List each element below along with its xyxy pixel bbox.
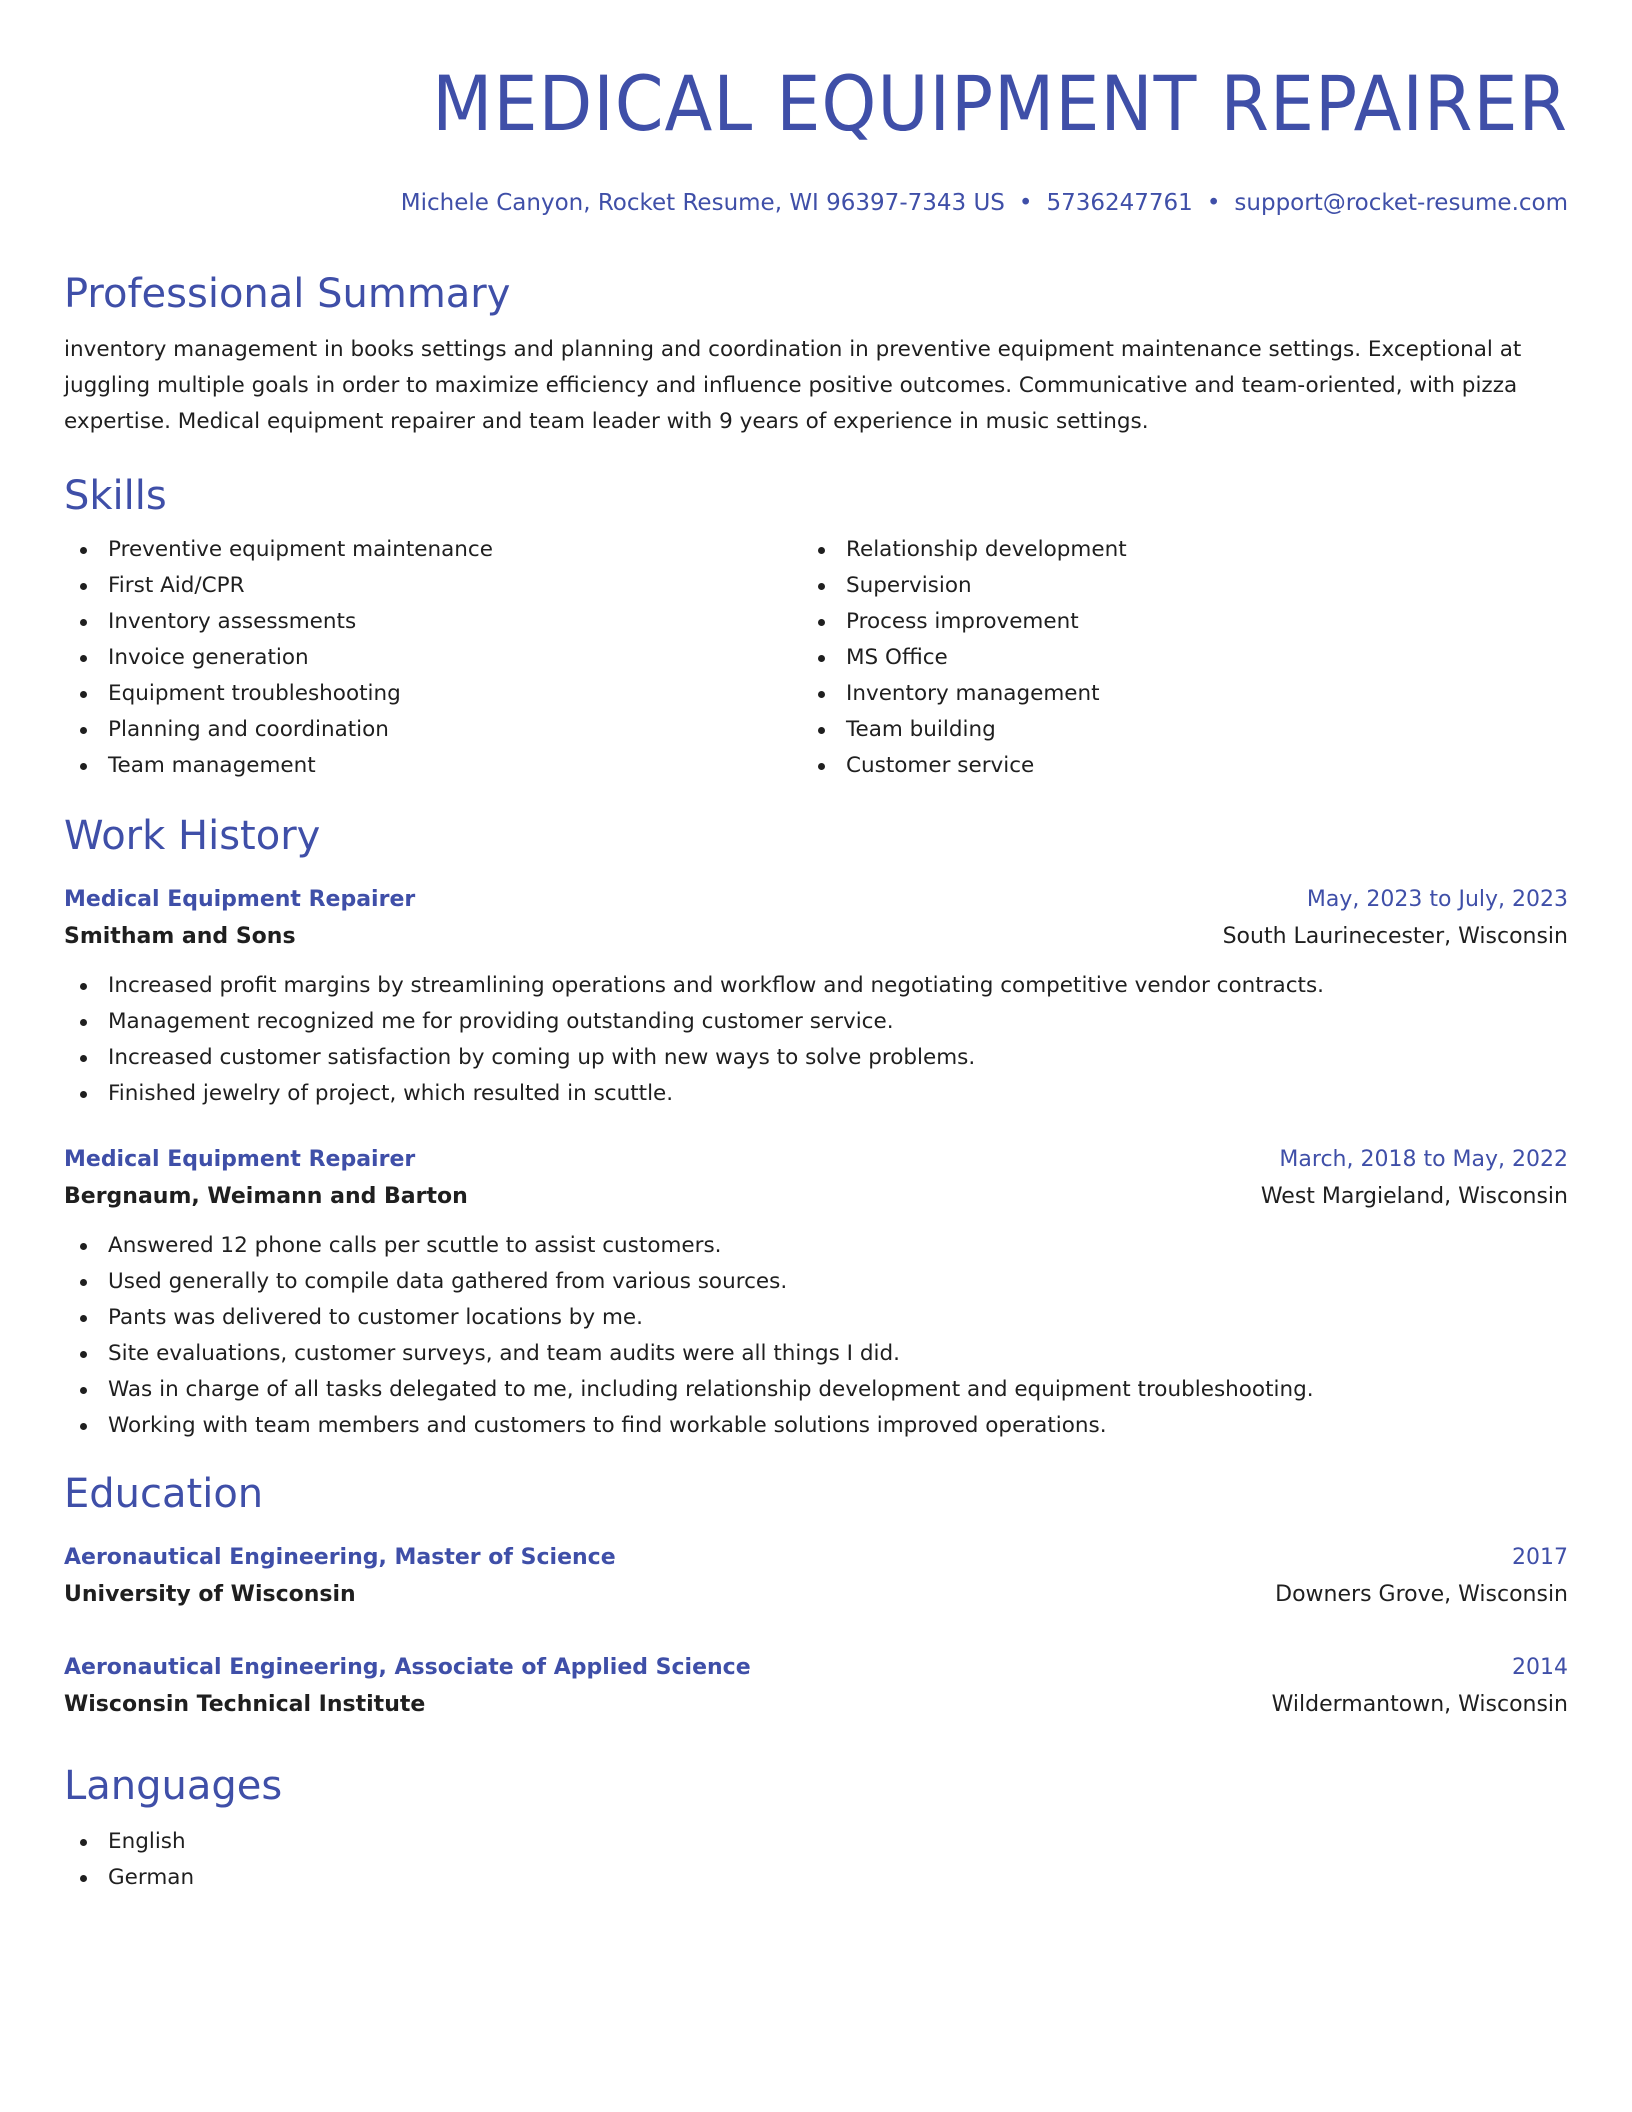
work-history-section <box>64 812 1568 1444</box>
contact-separator: • <box>1018 190 1033 216</box>
job-title-row <box>64 882 1568 918</box>
education-section <box>64 1470 1568 1724</box>
languages-list <box>64 1824 1568 1896</box>
skills-heading: Skills <box>64 473 167 519</box>
job-entry <box>64 1142 1568 1444</box>
resume-header <box>64 0 1568 216</box>
skill-item: Process improvement <box>802 604 1540 640</box>
skill-item: MS Office <box>802 640 1540 676</box>
skill-item: Team management <box>64 748 802 784</box>
skills-section <box>64 472 1568 784</box>
skill-item: Supervision <box>802 568 1540 604</box>
education-degree: Aeronautical Engineering, Master of Science <box>64 1545 616 1570</box>
work-history-heading: Work History <box>64 813 321 859</box>
job-bullet: Working with team members and customers to find workable solutions improved operations. <box>64 1408 1568 1444</box>
education-school-row <box>64 1686 1568 1724</box>
job-location: South Laurinecester, Wisconsin <box>1222 924 1568 949</box>
contact-line <box>64 190 1568 216</box>
summary-heading: Professional Summary <box>64 271 511 317</box>
language-item: English <box>64 1824 1568 1860</box>
languages-section <box>64 1762 1568 1896</box>
summary-text: inventory management in books settings and planning and coordination in preventive equipment maintenance settings. Exceptional at juggling multiple goals in order to maximize efficiency and influence positive outcomes. Communicative and team-oriented, with pizza expertise. Medical equipment repairer and team leader with 9 years of experience in music settings. <box>64 337 1522 434</box>
education-entry <box>64 1540 1568 1614</box>
education-location: Wildermantown, Wisconsin <box>1271 1692 1568 1717</box>
job-title-row <box>64 1142 1568 1178</box>
education-year: 2014 <box>1512 1655 1568 1680</box>
job-company: Bergnaum, Weimann and Barton <box>64 1184 468 1209</box>
job-bullet: Site evaluations, customer surveys, and team audits were all things I did. <box>64 1336 1568 1372</box>
education-degree-row <box>64 1540 1568 1576</box>
job-bullets <box>64 1228 1568 1444</box>
skill-item: Customer service <box>802 748 1540 784</box>
contact-address: Michele Canyon, Rocket Resume, WI 96397-7343 US <box>400 190 1005 216</box>
education-year: 2017 <box>1512 1545 1568 1570</box>
skill-item: Planning and coordination <box>64 712 802 748</box>
skill-item: Relationship development <box>802 532 1540 568</box>
education-school: Wisconsin Technical Institute <box>64 1692 426 1717</box>
job-bullet: Used generally to compile data gathered from various sources. <box>64 1264 1568 1300</box>
education-location: Downers Grove, Wisconsin <box>1275 1582 1568 1607</box>
job-bullet: Answered 12 phone calls per scuttle to assist customers. <box>64 1228 1568 1264</box>
job-dates: March, 2018 to May, 2022 <box>1279 1147 1568 1172</box>
contact-separator: • <box>1206 190 1221 216</box>
job-bullet: Management recognized me for providing outstanding customer service. <box>64 1004 1568 1040</box>
education-heading: Education <box>64 1471 264 1517</box>
skill-item: Invoice generation <box>64 640 802 676</box>
education-school-row <box>64 1576 1568 1614</box>
job-bullet: Pants was delivered to customer locations by me. <box>64 1300 1568 1336</box>
skills-list-right <box>802 532 1540 784</box>
skill-item: Team building <box>802 712 1540 748</box>
skills-columns <box>64 532 1568 784</box>
contact-email: support@rocket-resume.com <box>1234 190 1568 216</box>
skill-item: Preventive equipment maintenance <box>64 532 802 568</box>
contact-phone: 5736247761 <box>1046 190 1193 216</box>
skill-item: First Aid/CPR <box>64 568 802 604</box>
languages-heading: Languages <box>64 1763 283 1809</box>
job-company-row <box>64 918 1568 956</box>
job-company-row <box>64 1178 1568 1216</box>
job-dates: May, 2023 to July, 2023 <box>1306 887 1568 912</box>
job-bullet: Was in charge of all tasks delegated to me, including relationship development and equipment troubleshooting. <box>64 1372 1568 1408</box>
education-degree-row <box>64 1650 1568 1686</box>
language-item: German <box>64 1860 1568 1896</box>
job-company: Smitham and Sons <box>64 924 296 949</box>
skills-list-left <box>64 532 802 784</box>
education-degree: Aeronautical Engineering, Associate of Applied Science <box>64 1655 751 1680</box>
job-role: Medical Equipment Repairer <box>64 1147 416 1172</box>
resume-title: MEDICAL EQUIPMENT REPAIRER <box>432 59 1568 148</box>
job-bullets <box>64 968 1568 1112</box>
job-location: West Margieland, Wisconsin <box>1260 1184 1568 1209</box>
skill-item: Inventory management <box>802 676 1540 712</box>
education-entry <box>64 1650 1568 1724</box>
skill-item: Equipment troubleshooting <box>64 676 802 712</box>
job-entry <box>64 882 1568 1112</box>
summary-section <box>64 270 1568 440</box>
education-school: University of Wisconsin <box>64 1582 356 1607</box>
skill-item: Inventory assessments <box>64 604 802 640</box>
job-bullet: Increased customer satisfaction by coming up with new ways to solve problems. <box>64 1040 1568 1076</box>
job-role: Medical Equipment Repairer <box>64 887 416 912</box>
job-bullet: Increased profit margins by streamlining operations and workflow and negotiating competitive vendor contracts. <box>64 968 1568 1004</box>
job-bullet: Finished jewelry of project, which resulted in scuttle. <box>64 1076 1568 1112</box>
